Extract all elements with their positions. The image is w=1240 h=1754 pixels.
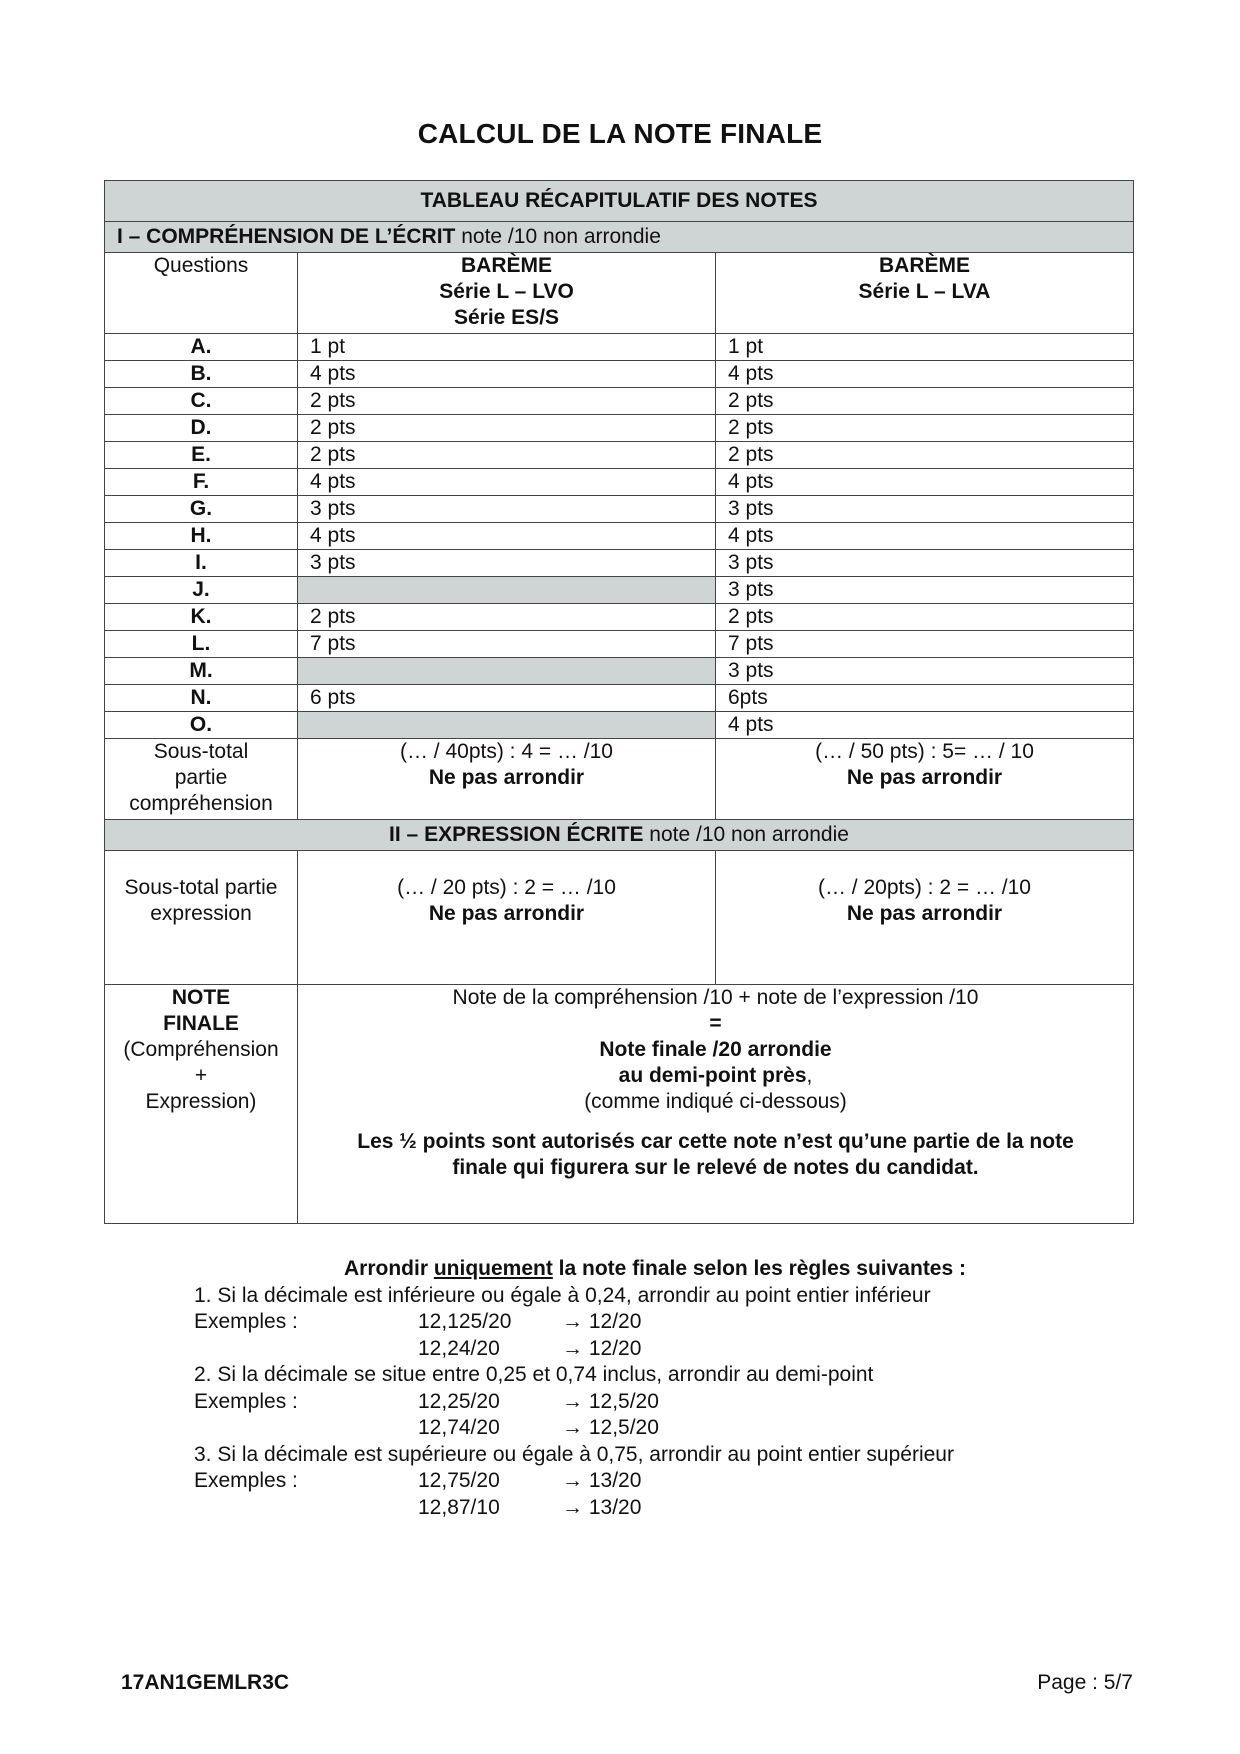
rules-heading: Arrondir uniquement la note finale selon les règles suivantes : bbox=[344, 1257, 966, 1280]
section-comprehension-header: I – COMPRÉHENSION DE L’ÉCRIT note /10 non arrondie bbox=[105, 222, 1134, 253]
example-line bbox=[194, 1415, 1240, 1442]
table-title: TABLEAU RÉCAPITULATIF DES NOTES bbox=[105, 181, 1134, 222]
page-number: Page : 5/7 bbox=[1037, 1671, 1133, 1694]
question-label: K. bbox=[105, 604, 298, 631]
examples-label: Exemples : bbox=[194, 1389, 298, 1413]
subtotal-expression-lvo: (… / 20 pts) : 2 = … /10 Ne pas arrondir bbox=[298, 851, 716, 985]
subtotal-comprehension-label: Sous-total partie compréhension bbox=[105, 739, 298, 820]
example-value: 12,125/20 bbox=[418, 1310, 512, 1333]
lvo-points: 3 pts bbox=[298, 550, 716, 577]
question-label: J. bbox=[105, 577, 298, 604]
question-label: E. bbox=[105, 442, 298, 469]
arrow-right-icon: → bbox=[562, 1495, 583, 1519]
question-label: D. bbox=[105, 415, 298, 442]
table-row bbox=[105, 523, 1134, 550]
example-result bbox=[562, 1309, 641, 1336]
question-label: H. bbox=[105, 523, 298, 550]
lvo-points: 6 pts bbox=[298, 685, 716, 712]
example-result-value: 12,5/20 bbox=[588, 1416, 659, 1439]
table-row bbox=[105, 334, 1134, 361]
example-result bbox=[562, 1336, 641, 1363]
example-result bbox=[562, 1495, 641, 1522]
lva-points: 3 pts bbox=[716, 658, 1134, 685]
question-label: N. bbox=[105, 685, 298, 712]
table-row bbox=[105, 685, 1134, 712]
table-row bbox=[105, 442, 1134, 469]
arrow-right-icon: → bbox=[562, 1310, 583, 1333]
example-result bbox=[562, 1389, 659, 1416]
examples-label: Exemples : bbox=[194, 1469, 298, 1492]
question-label: M. bbox=[105, 658, 298, 685]
lva-points: 3 pts bbox=[716, 496, 1134, 523]
lvo-points: 2 pts bbox=[298, 388, 716, 415]
lvo-points: 4 pts bbox=[298, 361, 716, 388]
table-row bbox=[105, 496, 1134, 523]
table-row bbox=[105, 712, 1134, 739]
question-label: G. bbox=[105, 496, 298, 523]
grades-summary-table bbox=[104, 180, 1134, 1224]
rule-text: 3. Si la décimale est supérieure ou égale à 0,75, arrondir au point entier supérieur bbox=[194, 1442, 954, 1466]
lva-points: 6pts bbox=[716, 685, 1134, 712]
subtotal-expression-label: Sous-total partie expression bbox=[105, 851, 298, 985]
column-header-questions: Questions bbox=[105, 253, 298, 334]
table-row bbox=[105, 577, 1134, 604]
question-label: C. bbox=[105, 388, 298, 415]
table-row bbox=[105, 415, 1134, 442]
example-line bbox=[194, 1389, 1240, 1416]
lvo-points: 1 pt bbox=[298, 334, 716, 361]
examples-label: Exemples : bbox=[194, 1310, 298, 1333]
lva-points: 2 pts bbox=[716, 415, 1134, 442]
question-label: L. bbox=[105, 631, 298, 658]
lva-points: 4 pts bbox=[716, 523, 1134, 550]
table-row bbox=[105, 388, 1134, 415]
lvo-points: 2 pts bbox=[298, 415, 716, 442]
table-row bbox=[105, 469, 1134, 496]
table-row bbox=[105, 631, 1134, 658]
table-row bbox=[105, 550, 1134, 577]
example-result-value: 13/20 bbox=[588, 1469, 642, 1492]
example-line bbox=[194, 1468, 1240, 1495]
rounding-rules bbox=[0, 1256, 1240, 1521]
arrow-right-icon: → bbox=[562, 1416, 583, 1439]
rule-text: 2. Si la décimale se situe entre 0,25 et 0,74 inclus, arrondir au demi-point bbox=[194, 1363, 874, 1386]
lva-points: 3 pts bbox=[716, 550, 1134, 577]
lva-points: 2 pts bbox=[716, 388, 1134, 415]
lva-points: 7 pts bbox=[716, 631, 1134, 658]
lvo-points: 4 pts bbox=[298, 523, 716, 550]
question-label: I. bbox=[105, 550, 298, 577]
lva-points: 2 pts bbox=[716, 604, 1134, 631]
example-result-value: 13/20 bbox=[588, 1495, 642, 1519]
example-line bbox=[194, 1336, 1240, 1363]
example-line bbox=[194, 1495, 1240, 1522]
example-value: 12,74/20 bbox=[418, 1416, 500, 1439]
final-grade-label: NOTE FINALE (Compréhension + Expression) bbox=[105, 985, 298, 1224]
question-label: F. bbox=[105, 469, 298, 496]
arrow-right-icon: → bbox=[562, 1389, 583, 1413]
lvo-points bbox=[298, 712, 716, 739]
example-result-value: 12/20 bbox=[588, 1310, 642, 1333]
rule-text: 1. Si la décimale est inférieure ou égale à 0,24, arrondir au point entier inférieur bbox=[194, 1283, 931, 1307]
subtotal-comprehension-lvo: (… / 40pts) : 4 = … /10 Ne pas arrondir bbox=[298, 739, 716, 820]
example-value: 12,25/20 bbox=[418, 1389, 500, 1413]
lvo-points: 2 pts bbox=[298, 604, 716, 631]
example-result-value: 12/20 bbox=[588, 1336, 642, 1360]
example-value: 12,87/10 bbox=[418, 1495, 500, 1519]
example-value: 12,24/20 bbox=[418, 1336, 500, 1360]
column-header-lvo: BARÈME Série L – LVO Série ES/S bbox=[298, 253, 716, 334]
lvo-points: 3 pts bbox=[298, 496, 716, 523]
arrow-right-icon: → bbox=[562, 1336, 583, 1360]
example-result bbox=[562, 1468, 641, 1495]
lva-points: 4 pts bbox=[716, 712, 1134, 739]
question-label: O. bbox=[105, 712, 298, 739]
subtotal-expression-lva: (… / 20pts) : 2 = … /10 Ne pas arrondir bbox=[716, 851, 1134, 985]
column-header-lva: BARÈME Série L – LVA bbox=[716, 253, 1134, 334]
table-row bbox=[105, 604, 1134, 631]
lvo-points: 4 pts bbox=[298, 469, 716, 496]
subtotal-comprehension-lva: (… / 50 pts) : 5= … / 10 Ne pas arrondir bbox=[716, 739, 1134, 820]
page-title: CALCUL DE LA NOTE FINALE bbox=[417, 118, 823, 149]
lva-points: 2 pts bbox=[716, 442, 1134, 469]
example-result-value: 12,5/20 bbox=[588, 1389, 659, 1413]
lva-points: 1 pt bbox=[716, 334, 1134, 361]
example-value: 12,75/20 bbox=[418, 1469, 500, 1492]
lva-points: 4 pts bbox=[716, 469, 1134, 496]
lvo-points: 7 pts bbox=[298, 631, 716, 658]
document-code: 17AN1GEMLR3C bbox=[121, 1671, 290, 1694]
final-grade-description: Note de la compréhension /10 + note de l’expression /10 = Note finale /20 arrondie au demi-point près, (comme indiqué ci-dessous) Les ½ points sont autorisés car cette note n’est qu’une partie de la note finale qui figurera sur le relevé de notes du candidat. bbox=[298, 985, 1134, 1224]
example-result bbox=[562, 1415, 659, 1442]
example-line bbox=[194, 1309, 1240, 1336]
table-row bbox=[105, 361, 1134, 388]
lvo-points bbox=[298, 577, 716, 604]
arrow-right-icon: → bbox=[562, 1469, 583, 1492]
question-label: A. bbox=[105, 334, 298, 361]
question-label: B. bbox=[105, 361, 298, 388]
section-expression-header: II – EXPRESSION ÉCRITE note /10 non arrondie bbox=[105, 820, 1134, 851]
lvo-points: 2 pts bbox=[298, 442, 716, 469]
lva-points: 4 pts bbox=[716, 361, 1134, 388]
table-row bbox=[105, 658, 1134, 685]
lva-points: 3 pts bbox=[716, 577, 1134, 604]
lvo-points bbox=[298, 658, 716, 685]
